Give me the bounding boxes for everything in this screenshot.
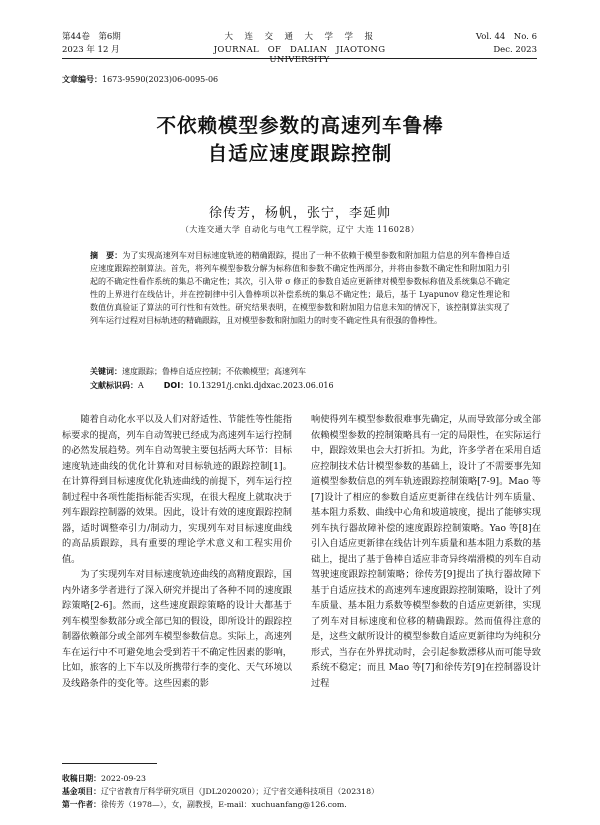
title-line-1: 不依赖模型参数的高速列车鲁棒	[156, 114, 444, 137]
volume-en: Vol. 44 No. 6	[475, 32, 537, 42]
classification-value: A	[138, 381, 144, 390]
abstract-text: 为了实现高速列车对目标速度轨迹的精确跟踪，提出了一种不依赖于模型参数和附加阻力信息的列车鲁棒自适应速度跟踪控制算法。首先，将列车模型参数分解为标称值和参数不确定性两部分，并将由参数不确定性和附加阻力引起的不确定性看作系统的集总不确定性；其次，引入带 σ 修正的参数自适应更新律对模型参数标称值及系统集总不确定性的上界进行在线估计，并在控制律中引入鲁棒项以补偿系统的集总不确定性；最后，基于 Lyapunov 稳定性理论和数值仿真验证了算法的可行性和有效性。研究结果表明，在模型参数和附加阻力信息未知的情况下，该控制算法实现了列车运行过程对目标轨迹的精确跟踪，且对模型参数和附加阻力的时变不确定性具有很强的鲁棒性。	[90, 251, 511, 325]
body-paragraph: 为了实现列车对目标速度轨迹曲线的高精度跟踪，国内外诸多学者进行了深入研究并提出了各种不同的速度跟踪策略[2-6]。然而，这些速度跟踪策略的设计大都基于列车模型参数部分或全部已知的假设，即所设计的跟踪控制器依赖部分或全部列车模型参数信息。实际上，高速列车在运行中不可避免地会受到若干不确定性因素的影响，比如，旅客的上下车以及所携带行李的变化、天气环境以及线路条件的变化等。这些因素的影	[62, 569, 292, 689]
body-paragraph: 随着自动化水平以及人们对舒适性、节能性等性能指标要求的提高，列车自动驾驶已经成为高速列车运行控制的必然发展趋势。列车自动驾驶主要包括两大环节：目标速度轨迹曲线的优化计算和对目标轨迹的跟踪控制[1]。在计算得到目标速度优化轨迹曲线的前提下，列车运行控制过程中各项性能指标能否实现，在很大程度上就取决于列车跟踪控制器的效果。因此，设计有效的速度跟踪控制器，适时调整牵引力/制动力，实现列车对目标速度曲线的高品质跟踪，具有重要的理论学术意义和工程实用价值。	[62, 414, 292, 565]
footnote-rule	[62, 763, 157, 764]
header-rule	[62, 58, 537, 59]
paper-title	[0, 112, 600, 168]
footnote-author	[62, 799, 542, 810]
abstract	[90, 250, 510, 327]
keywords	[90, 366, 510, 377]
date-en: Dec. 2023	[493, 45, 537, 55]
doi-label: DOI：	[163, 381, 189, 390]
author-text: 徐传芳（1978—），女，副教授，E-mail：xuchuanfang@126.com.	[100, 800, 347, 809]
received-date: 2022-09-23	[100, 774, 146, 783]
doi-value: 10.13291/j.cnki.djdxac.2023.06.016	[188, 381, 334, 390]
classification	[90, 380, 510, 391]
authors: 徐传芳，杨帆，张宁，李延帅	[208, 206, 391, 221]
author-label: 第一作者：	[62, 800, 101, 809]
keywords-text: 速度跟踪；鲁棒自适应控制；不依赖模型；高速列车	[122, 367, 306, 376]
fund-text: 辽宁省教育厅科学研究项目（JDL2020020）；辽宁省交通科技项目（202318）	[100, 787, 379, 796]
body-column-right	[311, 412, 541, 691]
classification-label: 文献标识码：	[90, 381, 138, 390]
journal-name-cn: 大 连 交 通 大 学 学 报	[224, 32, 375, 42]
keywords-label: 关键词：	[90, 367, 122, 376]
abstract-label: 摘 要：	[90, 251, 123, 260]
article-number-label: 文章编号：	[62, 75, 102, 84]
footnote-received	[62, 773, 542, 784]
body-column-left	[62, 412, 292, 691]
footnote-fund	[62, 786, 542, 797]
running-header	[62, 30, 537, 65]
article-number-value: 1673-9590(2023)06-0095-06	[102, 75, 219, 84]
title-line-2: 自适应速度跟踪控制	[207, 142, 393, 165]
fund-label: 基金项目：	[62, 787, 101, 796]
body-paragraph: 响使得列车模型参数很难事先确定，从而导致部分或全部依赖模型参数的控制策略具有一定的局限性，在实际运行中，跟踪效果也会大打折扣。为此，许多学者在采用自适应控制技术估计模型参数的基础上，设计了不需要事先知道模型参数信息的列车轨迹跟踪控制策略[7-9]。Mao 等[7]设计了相应的参数自适应更新律在线估计列车质量、基本阻力系数、曲线中心角和坡道坡度，提出了能够实现列车执行器故障补偿的速度跟踪控制策略。Yao 等[8]在引入自适应更新律在线估计列车质量和基本阻力系数的基础上，提出了基于鲁棒自适应非奇异终端滑模的列车自动驾驶速度跟踪控制策略；徐传芳[9]提出了执行器故障下基于自适应技术的高速列车速度跟踪控制策略，设计了列车质量、基本阻力系数等模型参数的自适应更新律，实现了列车对目标速度和位移的精确跟踪。然而值得注意的是，这些文献所设计的模型参数自适应更新律均为纯积分形式，当存在外界扰动时，会引起参数漂移从而可能导致系统不稳定；而且 Mao 等[7]和徐传芳[9]在控制器设计过程	[311, 414, 541, 689]
journal-name-en: JOURNAL OF DALIAN JIAOTONG UNIVERSITY	[213, 45, 395, 65]
affiliation: （大连交通大学 自动化与电气工程学院，辽宁 大连 116028）	[180, 225, 420, 234]
received-label: 收稿日期：	[62, 774, 101, 783]
date-cn: 2023 年 12 月	[62, 45, 120, 55]
volume-cn: 第44卷 第6期	[62, 32, 121, 42]
article-number	[62, 74, 218, 85]
